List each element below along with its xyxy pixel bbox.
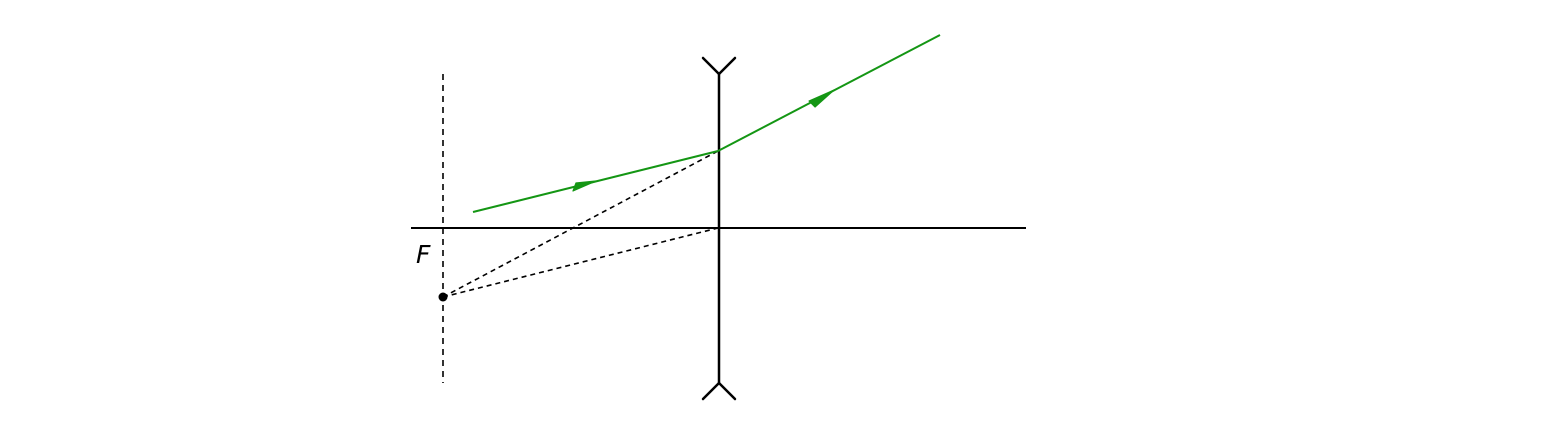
lens-bottom-arrow: [703, 383, 735, 399]
focal-plane-label: F: [416, 240, 431, 269]
focal-plane-point: [439, 293, 448, 302]
refracted-ray-arrow: [809, 90, 834, 107]
incident-ray-arrow: [573, 181, 596, 191]
lens-top-arrow: [703, 58, 735, 74]
construction-line-central-ray: [443, 228, 718, 297]
construction-line-extended-ray: [443, 151, 718, 297]
